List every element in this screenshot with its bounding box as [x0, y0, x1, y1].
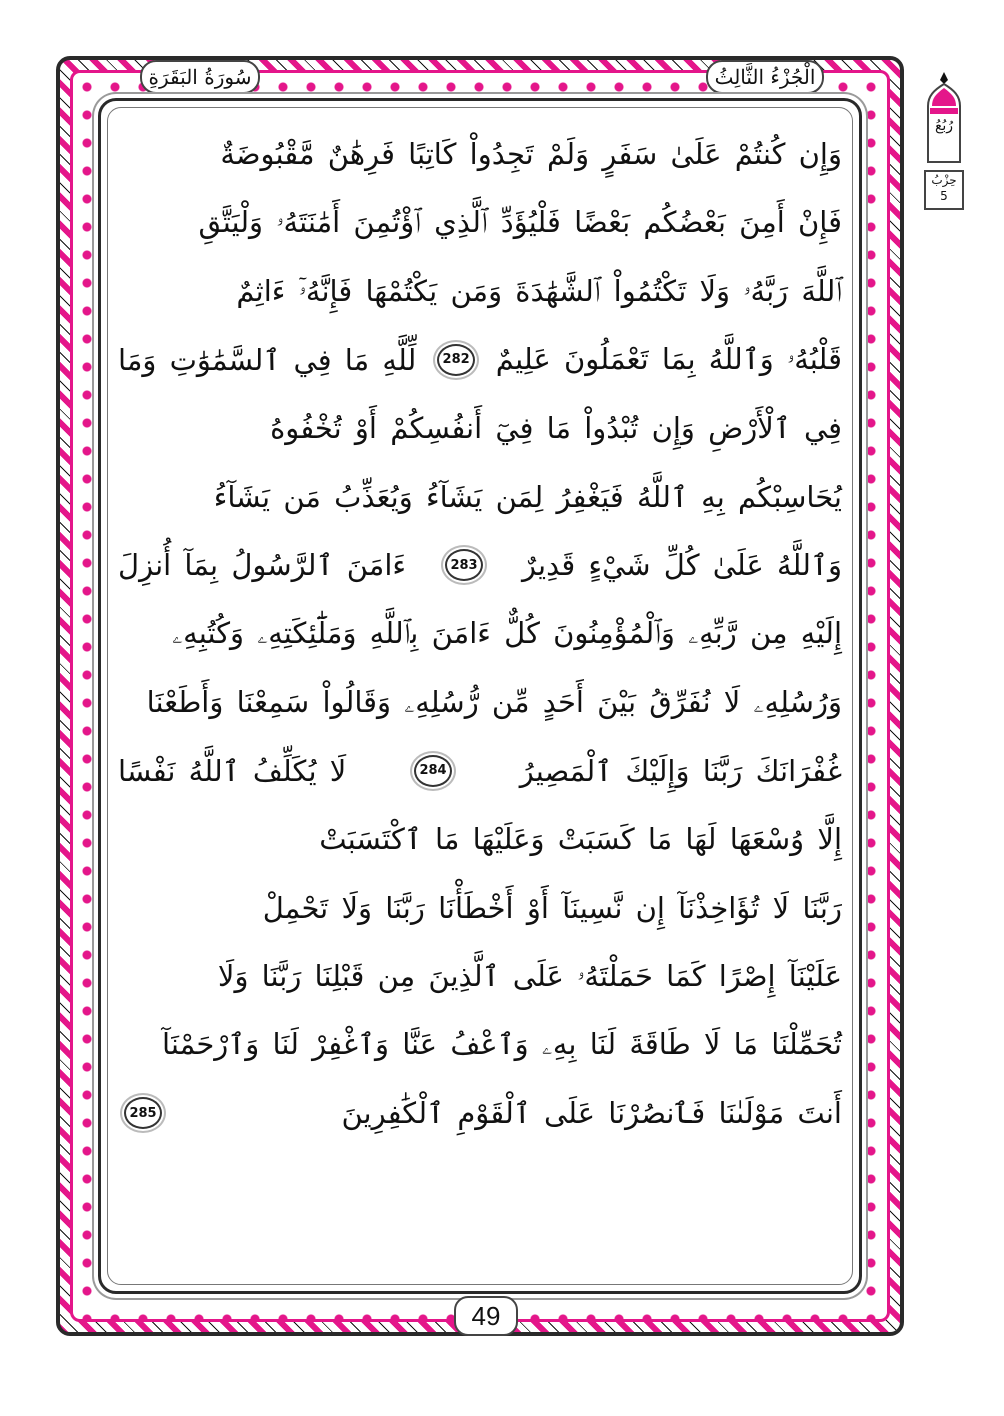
ayah-number-285: 285 — [124, 1097, 162, 1129]
line-text: فَإِنْ أَمِنَ بَعْضُكُم بَعْضًا فَلْيُؤَدِّ ٱلَّذِي ٱؤْتُمِنَ أَمَٰنَتَهُۥ وَلْيَتَّقِ — [198, 205, 842, 240]
rub-label: رُبُعُ — [934, 118, 954, 134]
line-text: تُحَمِّلْنَا مَا لَا طَاقَةَ لَنَا بِهِۦ وَٱعْفُ عَنَّا وَٱغْفِرْ لَنَا وَٱرْحَمْنَآ — [162, 1027, 842, 1062]
verse-line-4 — [118, 326, 842, 395]
verse-line-5 — [118, 394, 842, 463]
quran-text — [118, 120, 842, 1148]
line-text-cont: لِّلَّهِ مَا فِي ٱلسَّمَٰوَٰتِ وَمَا — [118, 342, 417, 377]
surah-name-header — [140, 60, 260, 94]
verse-line-6 — [118, 463, 842, 532]
verse-line-1 — [118, 120, 842, 189]
line-text: قَلْبُهُۥ وَٱللَّهُ بِمَا تَعْمَلُونَ عَلِيمٌ — [495, 342, 842, 377]
hizb-marker — [916, 70, 972, 210]
surah-name-text: سُورَةُ البَقَرَةِ — [148, 65, 252, 89]
line-text: فِي ٱلْأَرْضِ وَإِن تُبْدُواْ مَا فِيٓ أَنفُسِكُمْ أَوْ تُخْفُوهُ — [270, 411, 842, 446]
verse-line-15 — [118, 1079, 842, 1148]
line-text: وَرُسُلِهِۦ لَا نُفَرِّقُ بَيْنَ أَحَدٍ مِّن رُّسُلِهِۦ وَقَالُواْ سَمِعْنَا وَأَطَعْنَا — [146, 684, 842, 719]
verse-line-7 — [118, 531, 842, 600]
verse-line-13 — [118, 942, 842, 1011]
verse-line-9 — [118, 668, 842, 737]
hizb-box — [924, 170, 964, 210]
juz-text: الْجُزْءُ الثَّالِثُ — [714, 65, 816, 89]
verse-line-12 — [118, 874, 842, 943]
line-text: أَنتَ مَوْلَىٰنَا فَٱنصُرْنَا عَلَى ٱلْقَوْمِ ٱلْكَٰفِرِينَ — [341, 1096, 842, 1131]
page-number: 49 — [454, 1296, 518, 1336]
line-text: وَإِن كُنتُمْ عَلَىٰ سَفَرٍ وَلَمْ تَجِدُواْ كَاتِبًا فَرِهَٰنٌ مَّقْبُوضَةٌ — [220, 137, 842, 172]
line-text: رَبَّنَا لَا تُؤَاخِذْنَآ إِن نَّسِينَآ أَوْ أَخْطَأْنَا رَبَّنَا وَلَا تَحْمِلْ — [262, 890, 842, 925]
line-text: وَٱللَّهُ عَلَىٰ كُلِّ شَيْءٍ قَدِيرٌ — [522, 548, 842, 583]
verse-line-2 — [118, 189, 842, 258]
verse-line-14 — [118, 1011, 842, 1080]
ayah-number-282: 282 — [437, 344, 475, 376]
hizb-label: حِزْبُ — [931, 173, 957, 187]
line-text: إِلَّا وُسْعَهَا لَهَا مَا كَسَبَتْ وَعَلَيْهَا مَا ٱكْتَسَبَتْ — [319, 822, 842, 857]
line-text-cont: ءَامَنَ ٱلرَّسُولُ بِمَآ أُنزِلَ — [118, 548, 407, 583]
hizb-number: 5 — [940, 189, 948, 203]
verse-line-3 — [118, 257, 842, 326]
verse-line-11 — [118, 805, 842, 874]
line-text: ٱللَّهَ رَبَّهُۥ وَلَا تَكْتُمُواْ ٱلشَّهَٰدَةَ وَمَن يَكْتُمْهَا فَإِنَّهُۥٓ ءَاثِمٌ — [236, 273, 842, 308]
juz-header — [706, 60, 824, 94]
ayah-number-283: 283 — [445, 549, 483, 581]
verse-line-8 — [118, 600, 842, 669]
ayah-number-284: 284 — [414, 755, 452, 787]
verse-line-10 — [118, 737, 842, 806]
line-text-cont: لَا يُكَلِّفُ ٱللَّهُ نَفْسًا — [118, 753, 347, 788]
line-text: يُحَاسِبْكُم بِهِ ٱللَّهُ فَيَغْفِرُ لِمَن يَشَآءُ وَيُعَذِّبُ مَن يَشَآءُ — [213, 479, 842, 514]
line-text: عَلَيْنَآ إِصْرًا كَمَا حَمَلْتَهُۥ عَلَى ٱلَّذِينَ مِن قَبْلِنَا رَبَّنَا وَلَا — [217, 958, 842, 993]
line-text: إِلَيْهِ مِن رَّبِّهِۦ وَٱلْمُؤْمِنُونَ كُلٌّ ءَامَنَ بِٱللَّهِ وَمَلَٰٓئِكَتِهِۦ وَكُتُبِهِۦ — [172, 616, 842, 651]
line-text: غُفْرَانَكَ رَبَّنَا وَإِلَيْكَ ٱلْمَصِيرُ — [519, 753, 842, 788]
